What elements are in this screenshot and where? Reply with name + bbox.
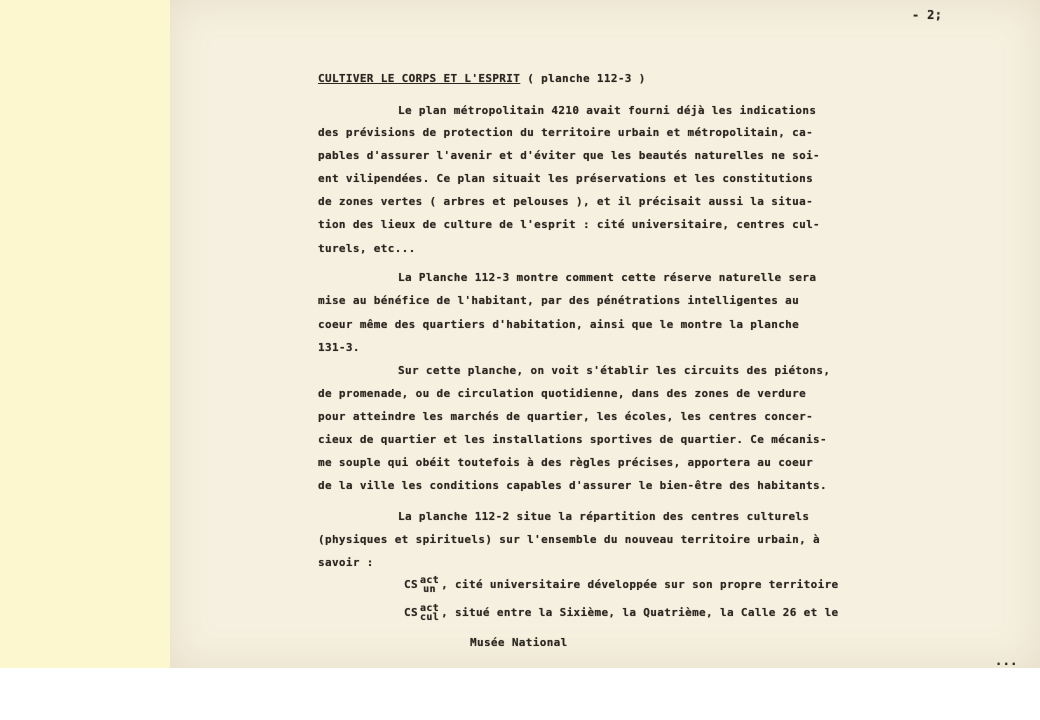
list-item-text: , cité universitaire développée sur son propre territoire [441,578,839,591]
p1-line: ent vilipendées. Ce plan situait les préservations et les constitutions [318,172,814,185]
list-item-fraction [420,604,439,622]
fraction-sub: cul [419,612,440,623]
list-item [404,576,839,594]
p4-line: (physiques et spirituels) sur l'ensemble du nouveau territoire urbain, à [318,533,821,546]
left-margin-strip [0,0,170,668]
list-item [404,604,839,622]
p1-line: turels, etc... [318,242,416,255]
title-rest: ( planche 112-3 ) [520,72,646,85]
list-item-continuation: Musée National [470,636,568,649]
p4-line: La planche 112-2 situe la répartition des centres culturels [398,510,810,523]
list-item-prefix: CS [404,578,418,591]
p3-line: de la ville les conditions capables d'assurer le bien-être des habitants. [318,479,827,492]
p2-line: coeur même des quartiers d'habitation, ainsi que le montre la planche [318,318,800,331]
p2-line: 131-3. [318,341,360,354]
list-item-prefix: CS [404,606,418,619]
p1-line: Le plan métropolitain 4210 avait fourni déjà les indications [398,104,817,117]
list-item-text: , situé entre la Sixième, la Quatrième, la Calle 26 et le [441,606,839,619]
fraction-sup: act [419,575,440,586]
p3-line: Sur cette planche, on voit s'établir les circuits des piétons, [398,364,831,377]
page-number: - 2; [912,8,943,22]
fraction-sub: un [423,584,436,595]
p4-line: savoir : [318,556,374,569]
p3-line: me souple qui obéit toutefois à des règles précises, apportera au coeur [318,456,814,469]
p3-line: cieux de quartier et les installations sportives de quartier. Ce mécanis- [318,433,827,446]
p1-line: des prévisions de protection du territoire urbain et métropolitain, ca- [318,126,814,139]
list-item-fraction [420,576,439,594]
title-underlined: CULTIVER LE CORPS ET L'ESPRIT [318,72,521,85]
typed-page [170,0,1040,668]
p2-line: La Planche 112-3 montre comment cette réserve naturelle sera [398,271,817,284]
p1-line: de zones vertes ( arbres et pelouses ), et il précisait aussi la situa- [318,195,814,208]
p3-line: de promenade, ou de circulation quotidienne, dans des zones de verdure [318,387,807,400]
p2-line: mise au bénéfice de l'habitant, par des pénétrations intelligentes au [318,294,800,307]
page-title [318,72,646,85]
continuation-dots: ... [995,654,1018,668]
p1-line: tion des lieux de culture de l'esprit : cité universitaire, centres cul- [318,218,821,231]
fraction-sup: act [419,603,440,614]
p1-line: pables d'assurer l'avenir et d'éviter que les beautés naturelles ne soi- [318,149,821,162]
p3-line: pour atteindre les marchés de quartier, les écoles, les centres concer- [318,410,814,423]
